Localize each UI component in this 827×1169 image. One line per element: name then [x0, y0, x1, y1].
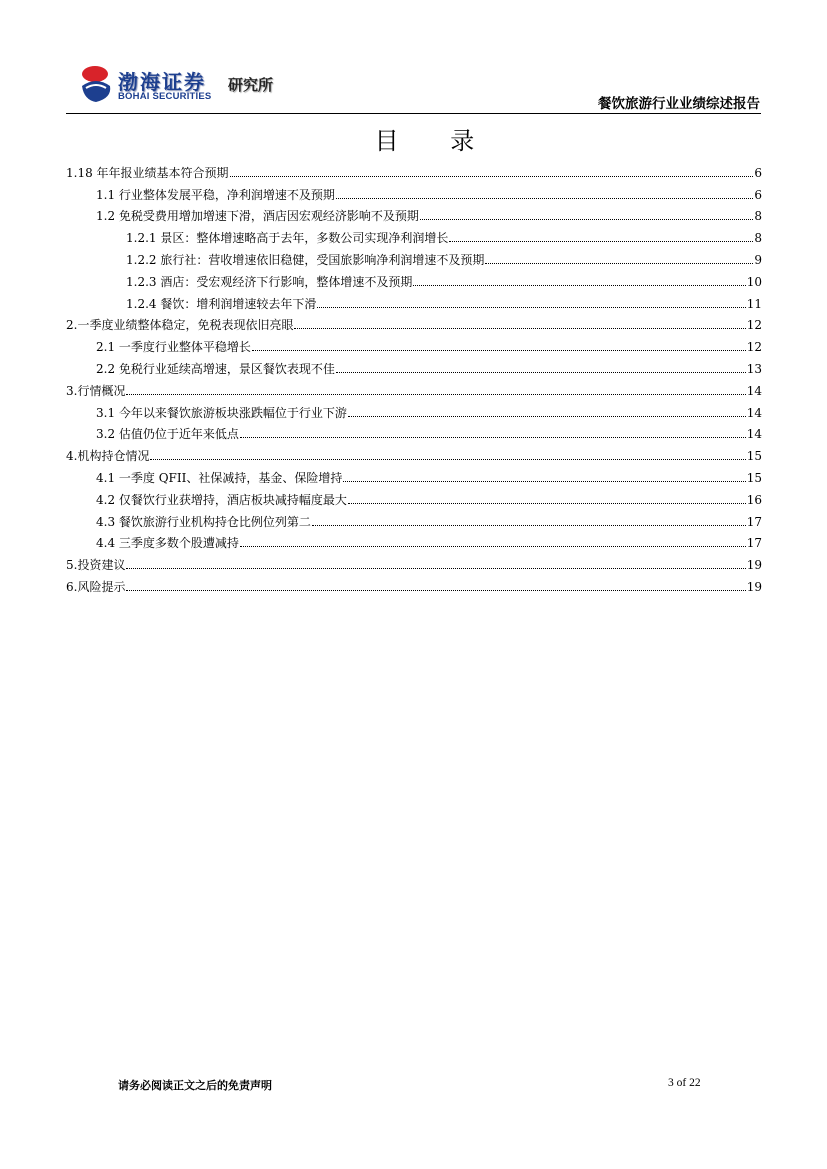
toc-leader-dots [348, 503, 746, 504]
toc-entry[interactable] [66, 572, 762, 594]
toc-leader-dots [343, 481, 745, 482]
toc-entry[interactable] [66, 311, 762, 333]
toc-entry[interactable] [66, 463, 762, 485]
header-divider [66, 113, 761, 114]
toc-entry-title: 4.4 三季度多数个股遭减持 [96, 536, 239, 551]
table-of-contents [66, 158, 762, 594]
toc-entry-title: 2.一季度业绩整体稳定，免税表现依旧亮眼 [66, 318, 294, 333]
toc-entry-page: 19 [746, 579, 762, 594]
toc-entry-page: 17 [746, 514, 762, 529]
toc-entry[interactable] [66, 289, 762, 311]
toc-entry-page: 14 [746, 405, 762, 420]
toc-entry-page: 6 [754, 187, 762, 202]
toc-entry-title: 4.机构持仓情况 [66, 449, 150, 464]
toc-entry[interactable] [66, 529, 762, 551]
logo-english-name: BOHAI SECURITIES [118, 91, 212, 102]
toc-entry-page: 9 [754, 252, 762, 267]
toc-entry-title: 1.2.2 旅行社：营收增速依旧稳健，受国旅影响净利润增速不及预期 [126, 252, 485, 267]
toc-entry-page: 17 [746, 536, 762, 551]
toc-entry[interactable] [66, 332, 762, 354]
toc-leader-dots [230, 176, 754, 177]
toc-entry-title: 1.2.4 餐饮：增利润增速较去年下滑 [126, 296, 317, 311]
toc-leader-dots [336, 198, 753, 199]
toc-entry-title: 5.投资建议 [66, 558, 126, 573]
toc-entry[interactable] [66, 223, 762, 245]
toc-entry[interactable] [66, 550, 762, 572]
toc-entry-page: 8 [754, 209, 762, 224]
toc-entry[interactable] [66, 267, 762, 289]
toc-leader-dots [317, 307, 745, 308]
toc-entry[interactable] [66, 376, 762, 398]
toc-entry-page: 14 [746, 427, 762, 442]
bohai-logo-icon [78, 64, 114, 104]
toc-entry[interactable] [66, 441, 762, 463]
toc-entry[interactable] [66, 485, 762, 507]
toc-leader-dots [485, 263, 753, 264]
toc-entry-page: 16 [746, 492, 762, 507]
toc-entry-page: 15 [746, 449, 762, 464]
toc-leader-dots [348, 416, 746, 417]
toc-entry-title: 3.1 今年以来餐饮旅游板块涨跌幅位于行业下游 [96, 405, 347, 420]
toc-leader-dots [126, 394, 745, 395]
toc-leader-dots [420, 219, 753, 220]
toc-leader-dots [294, 328, 745, 329]
bohai-logo [78, 64, 293, 108]
toc-entry-page: 6 [754, 165, 762, 180]
toc-entry-title: 2.2 免税行业延续高增速，景区餐饮表现不佳 [96, 361, 335, 376]
toc-entry-page: 11 [746, 296, 762, 311]
toc-leader-dots [449, 241, 753, 242]
institute-label: 研究所 [228, 76, 274, 94]
footer-page-number: 3 of 22 [668, 1077, 701, 1089]
toc-entry-page: 14 [746, 383, 762, 398]
footer-disclaimer: 请务必阅读正文之后的免责声明 [118, 1079, 272, 1092]
toc-entry-title: 2.1 一季度行业整体平稳增长 [96, 340, 251, 355]
toc-entry-title: 1.2.1 景区：整体增速略高于去年，多数公司实现净利润增长 [126, 231, 449, 246]
toc-entry-title: 4.3 餐饮旅游行业机构持仓比例位列第二 [96, 514, 311, 529]
toc-leader-dots [312, 525, 746, 526]
toc-entry[interactable] [66, 158, 762, 180]
toc-entry-title: 1.2 免税受费用增加增速下滑，酒店因宏观经济影响不及预期 [96, 209, 419, 224]
toc-entry[interactable] [66, 180, 762, 202]
toc-entry-page: 19 [746, 558, 762, 573]
toc-leader-dots [150, 459, 745, 460]
toc-entry-title: 3.2 估值仍位于近年来低点 [96, 427, 239, 442]
toc-entry-page: 8 [754, 231, 762, 246]
toc-leader-dots [126, 568, 745, 569]
toc-entry[interactable] [66, 420, 762, 442]
report-title: 餐饮旅游行业业绩综述报告 [598, 96, 760, 112]
toc-leader-dots [240, 437, 746, 438]
toc-entry[interactable] [66, 507, 762, 529]
toc-entry-title: 1.18 年年报业绩基本符合预期 [66, 165, 229, 180]
toc-entry-title: 1.1 行业整体发展平稳，净利润增速不及预期 [96, 187, 335, 202]
toc-entry[interactable] [66, 354, 762, 376]
toc-entry[interactable] [66, 202, 762, 224]
toc-leader-dots [126, 590, 745, 591]
toc-entry[interactable] [66, 398, 762, 420]
toc-leader-dots [413, 285, 745, 286]
toc-heading: 目 录 [374, 127, 497, 155]
toc-leader-dots [240, 546, 746, 547]
toc-entry-title: 1.2.3 酒店：受宏观经济下行影响，整体增速不及预期 [126, 274, 413, 289]
toc-entry-title: 6.风险提示 [66, 579, 126, 594]
logo-chinese-name: 渤海证券 [118, 70, 206, 94]
toc-entry-page: 15 [746, 470, 762, 485]
toc-entry-title: 3.行情概况 [66, 383, 126, 398]
toc-leader-dots [252, 350, 746, 351]
toc-entry-page: 13 [746, 361, 762, 376]
toc-entry-page: 10 [746, 274, 762, 289]
toc-leader-dots [336, 372, 746, 373]
toc-entry-page: 12 [746, 340, 762, 355]
toc-entry-title: 4.1 一季度 QFII、社保减持，基金、保险增持 [96, 470, 343, 485]
toc-entry-title: 4.2 仅餐饮行业获增持，酒店板块减持幅度最大 [96, 492, 347, 507]
toc-entry-page: 12 [746, 318, 762, 333]
toc-entry[interactable] [66, 245, 762, 267]
